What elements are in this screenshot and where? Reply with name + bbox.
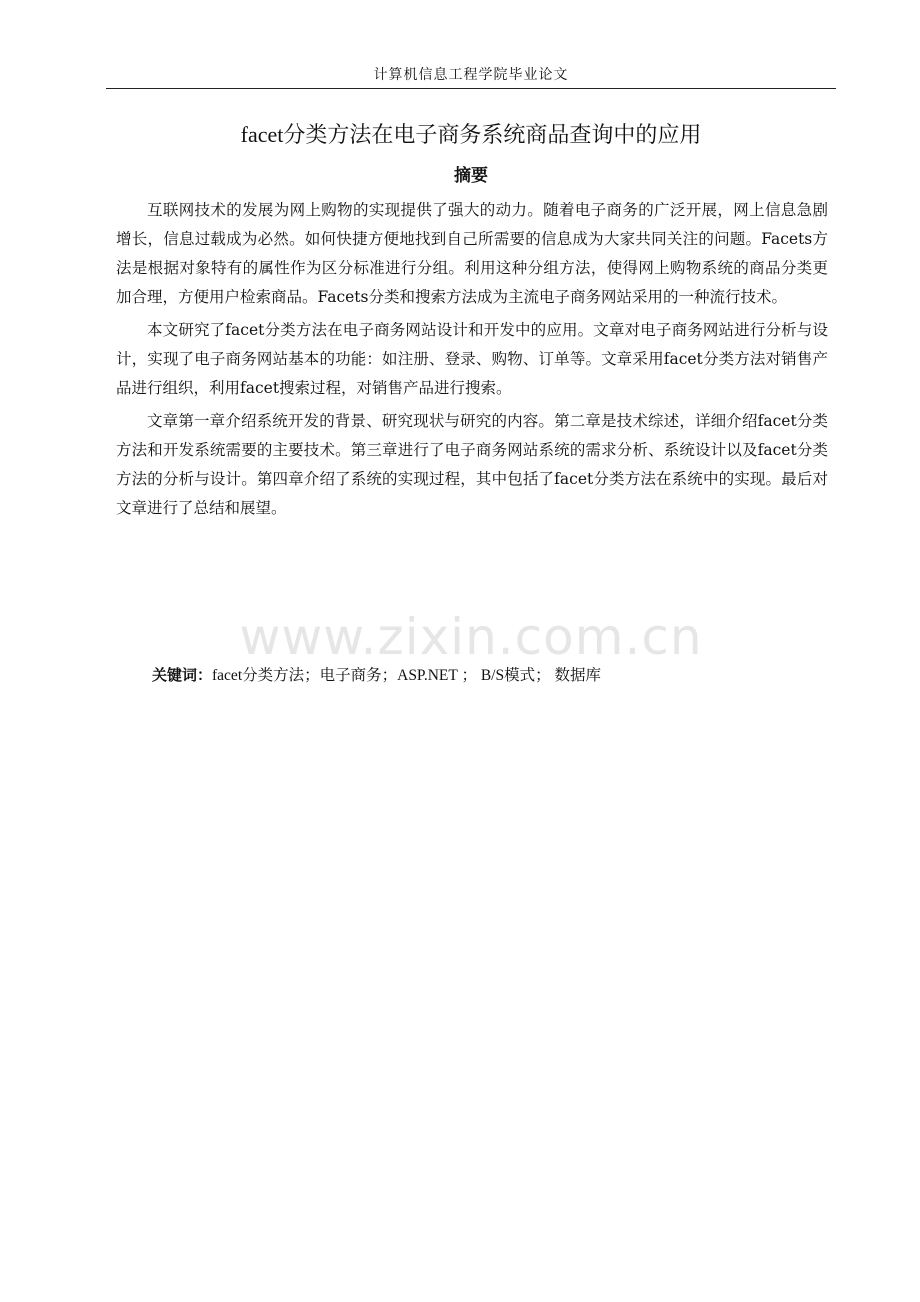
keywords-label: 关键词： (152, 666, 213, 684)
abstract-paragraph-3: 文章第一章介绍系统开发的背景、研究现状与研究的内容。第二章是技术综述，详细介绍facet分类方法和开发系统需要的主要技术。第三章进行了电子商务网站系统的需求分析、系统设计以及facet分类方法的分析与设计。第四章介绍了系统的实现过程，其中包括了facet分类方法在系统中的实现。最后对文章进行了总结和展望。 (116, 412, 828, 517)
header-text: 计算机信息工程学院毕业论文 (373, 67, 569, 83)
page-header (106, 62, 836, 89)
abstract-paragraph-2: 本文研究了facet分类方法在电子商务网站设计和开发中的应用。文章对电子商务网站进行分析与设计，实现了电子商务网站基本的功能：如注册、登录、购物、订单等。文章采用facet分类方法对销售产品进行组织，利用facet搜索过程，对销售产品进行搜索。 (116, 321, 828, 397)
keywords-line (152, 660, 832, 691)
abstract-body (116, 196, 828, 527)
abstract-paragraph-1: 互联网技术的发展为网上购物的实现提供了强大的动力。随着电子商务的广泛开展，网上信息急剧增长，信息过载成为必然。如何快捷方便地找到自己所需要的信息成为大家共同关注的问题。Facets方法是根据对象特有的属性作为区分标准进行分组。利用这种分组方法，使得网上购物系统的商品分类更加合理，方便用户检索商品。Facets分类和搜索方法成为主流电子商务网站采用的一种流行技术。 (116, 201, 828, 306)
watermark: www.zixin.com.cn (239, 608, 703, 666)
paper-title: facet分类方法在电子商务系统商品查询中的应用 (240, 122, 702, 147)
abstract-heading: 摘要 (454, 166, 488, 186)
keywords-text: facet分类方法；电子商务；ASP.NET ； B/S模式； 数据库 (212, 667, 601, 684)
